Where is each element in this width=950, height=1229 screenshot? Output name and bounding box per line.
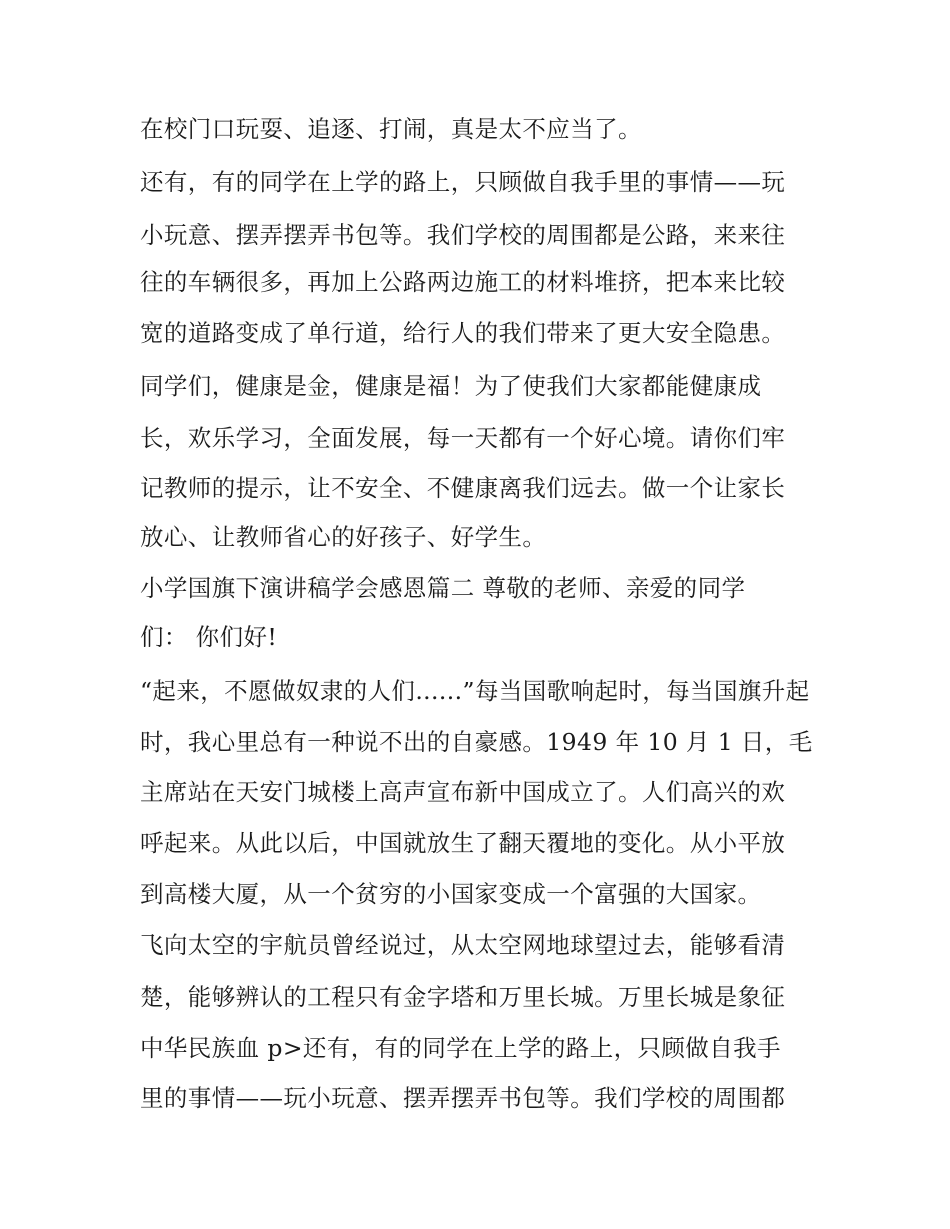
text-line-13: 时，我心里总有一种说不出的自豪感。1949 年 10 月 1 日，毛	[140, 728, 813, 756]
text-line-16: 到高楼大厦，从一个贫穷的小国家变成一个富强的大国家。	[140, 880, 762, 908]
text-line-15: 呼起来。从此以后，中国就放生了翻天覆地的变化。从小平放	[140, 829, 786, 857]
text-line-4: 往的车辆很多，再加上公路两边施工的材料堆挤，把本来比较	[140, 268, 786, 296]
text-line-18: 楚，能够辨认的工程只有金字塔和万里长城。万里长城是象征	[140, 983, 786, 1011]
text-line-14: 主席站在天安门城楼上高声宣布新中国成立了。人们高兴的欢	[140, 778, 786, 806]
text-line-8: 记教师的提示，让不安全、不健康离我们远去。做一个让家长	[140, 474, 786, 502]
text-line-3: 小玩意、摆弄摆弄书包等。我们学校的周围都是公路，来来往	[140, 221, 786, 249]
text-line-5: 宽的道路变成了单行道，给行人的我们带来了更大安全隐患。	[140, 319, 786, 347]
text-line-1: 在校门口玩耍、追逐、打闹，真是太不应当了。	[140, 115, 642, 143]
text-line-12: “起来，不愿做奴隶的人们......”每当国歌响起时，每当国旗升起	[140, 677, 810, 705]
text-line-20: 里的事情——玩小玩意、摆弄摆弄书包等。我们学校的周围都	[140, 1084, 786, 1112]
text-line-2: 还有，有的同学在上学的路上，只顾做自我手里的事情——玩	[140, 168, 786, 196]
text-line-6: 同学们，健康是金，健康是福！为了使我们大家都能健康成	[140, 372, 762, 400]
section-heading-line: 小学国旗下演讲稿学会感恩篇二 尊敬的老师、亲爱的同学	[140, 574, 746, 602]
text-line-9: 放心、让教师省心的好孩子、好学生。	[140, 523, 547, 551]
text-line-19: 中华民族血 p>还有，有的同学在上学的路上，只顾做自我手	[140, 1034, 781, 1062]
greeting-line: 们： 你们好!	[140, 623, 278, 651]
text-line-7: 长，欢乐学习，全面发展，每一天都有一个好心境。请你们牢	[140, 424, 786, 452]
text-line-17: 飞向太空的宇航员曾经说过，从太空网地球望过去，能够看清	[140, 931, 786, 959]
